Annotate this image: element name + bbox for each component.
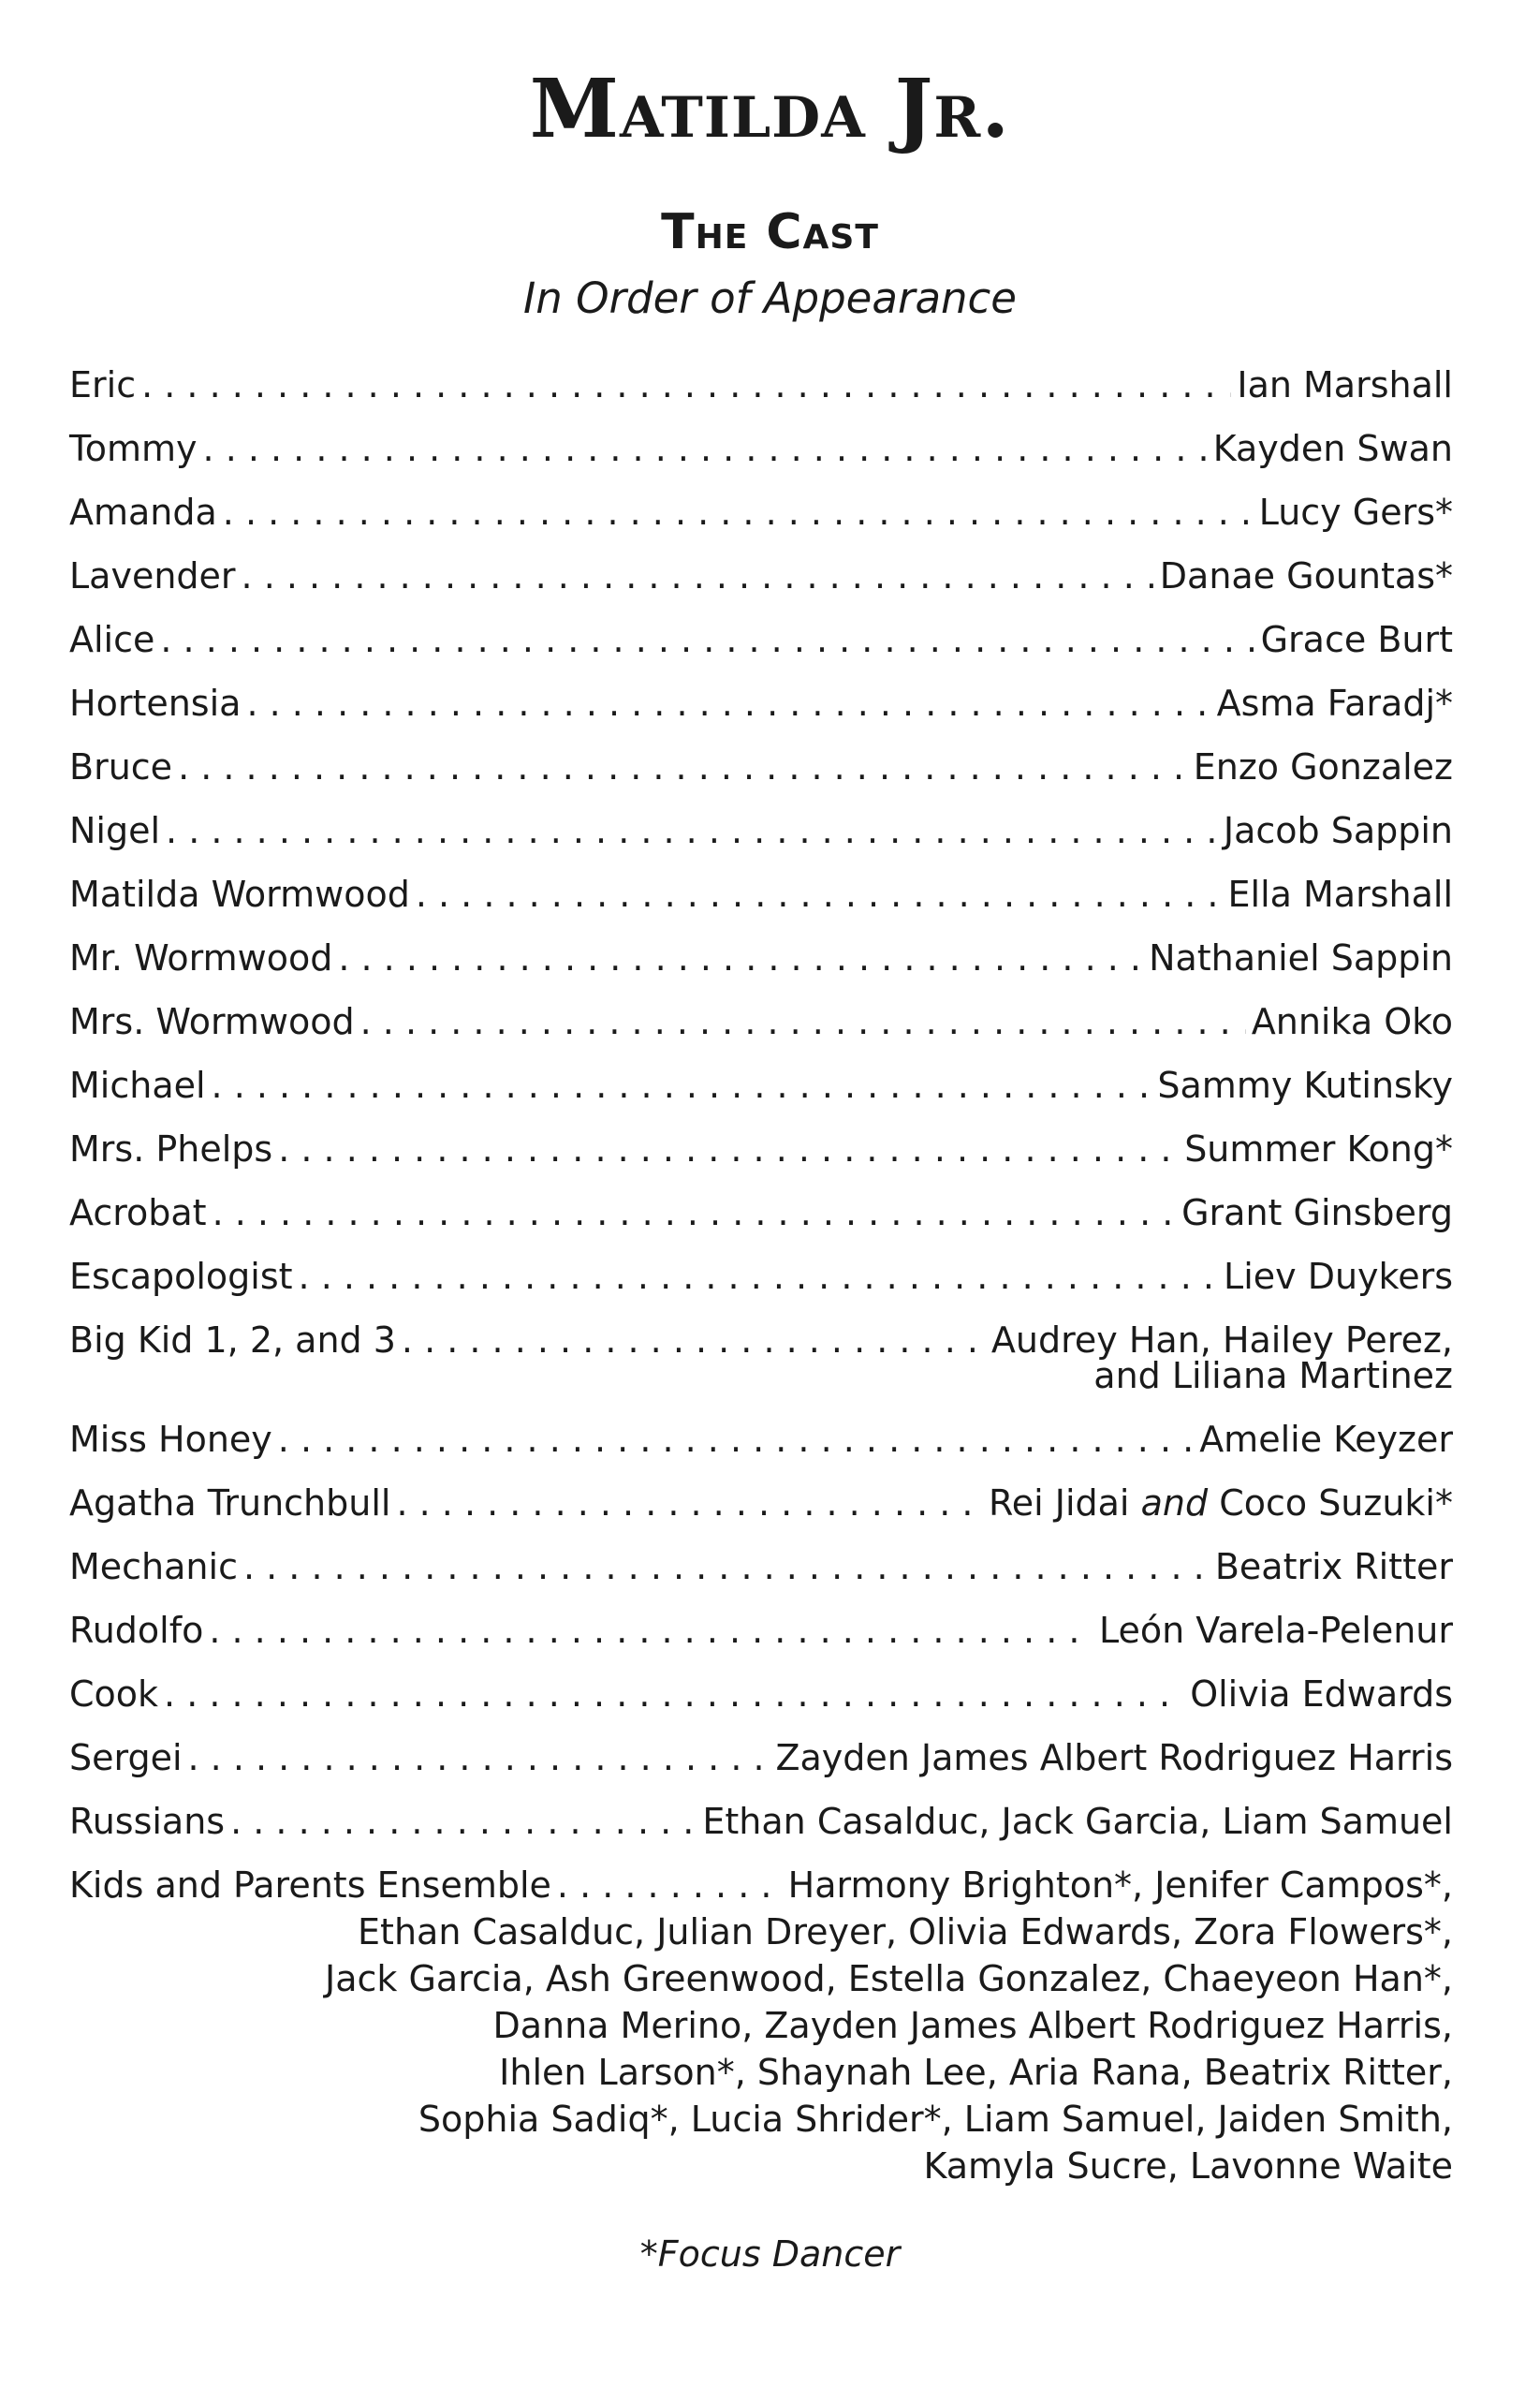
ensemble-line: Danna Merino, Zayden James Albert Rodriguez Harris, — [492, 2005, 1453, 2046]
actor-name: Harmony Brighton*, Jenifer Campos*, — [787, 1864, 1453, 1906]
actor-name: Rei Jidai and Coco Suzuki* — [989, 1482, 1453, 1524]
role-name: Mr. Wormwood — [69, 937, 333, 979]
cast-row — [69, 680, 1453, 744]
dot-leader — [278, 1416, 1194, 1463]
cast-row — [69, 998, 1453, 1062]
cast-heading: The Cast — [661, 204, 879, 260]
cast-row — [69, 1862, 1453, 1908]
cast-row — [69, 1126, 1453, 1189]
role-name: Alice — [69, 619, 155, 660]
actor-name: León Varela-Pelenur — [1098, 1610, 1453, 1651]
cast-row — [69, 553, 1453, 616]
ensemble-line: Kamyla Sucre, Lavonne Waite — [923, 2145, 1453, 2187]
dot-leader — [164, 1671, 1184, 1717]
actor-name: Zayden James Albert Rodriguez Harris — [775, 1737, 1453, 1778]
dot-leader — [188, 1734, 770, 1781]
actor-name: Annika Oko — [1251, 1001, 1453, 1042]
dot-leader — [338, 935, 1143, 981]
actor-name: Ian Marshall — [1237, 364, 1453, 405]
ensemble-line: Sophia Sadiq*, Lucia Shrider*, Liam Samuel, Jaiden Smith, — [418, 2099, 1453, 2140]
cast-row — [69, 1480, 1453, 1543]
actor-name: Asma Faradj* — [1216, 683, 1453, 724]
dot-leader — [557, 1862, 783, 1908]
dot-leader — [360, 998, 1246, 1045]
role-name: Amanda — [69, 492, 217, 533]
dot-leader — [278, 1126, 1179, 1172]
cast-row — [69, 1062, 1453, 1126]
dot-leader — [213, 1189, 1177, 1236]
actor-name: Audrey Han, Hailey Perez, — [990, 1319, 1453, 1361]
dot-leader — [160, 616, 1254, 663]
actor-name-continued: and Liliana Martinez — [1093, 1355, 1453, 1396]
cast-row — [69, 1671, 1453, 1734]
actor-name: Grant Ginsberg — [1181, 1192, 1453, 1233]
footnote: *Focus Dancer — [639, 2233, 901, 2275]
role-name: Russians — [69, 1801, 226, 1842]
actor-name: Liev Duykers — [1224, 1256, 1453, 1297]
cast-row — [69, 1734, 1453, 1798]
dot-leader — [230, 1798, 697, 1845]
ensemble-line: Ethan Casalduc, Julian Dreyer, Olivia Edwards, Zora Flowers*, — [358, 1911, 1453, 1952]
actor-name: Ella Marshall — [1227, 874, 1453, 915]
role-name: Sergei — [69, 1737, 183, 1778]
role-name: Mrs. Phelps — [69, 1128, 273, 1170]
show-title: Matilda Jr. — [529, 62, 1011, 156]
role-name: Eric — [69, 364, 137, 405]
dot-leader — [246, 680, 1210, 727]
cast-row — [69, 1798, 1453, 1862]
dot-leader — [212, 1062, 1152, 1109]
actor-name: Danae Gountas* — [1159, 555, 1453, 597]
ensemble-line: Jack Garcia, Ash Greenwood, Estella Gonzalez, Chaeyeon Han*, — [325, 1958, 1453, 1999]
role-name: Rudolfo — [69, 1610, 204, 1651]
dot-leader — [416, 871, 1223, 918]
dot-leader — [178, 744, 1188, 790]
dot-leader — [223, 489, 1254, 536]
cast-row — [69, 1253, 1453, 1317]
cast-list — [69, 361, 1453, 2189]
cast-row — [69, 1543, 1453, 1607]
actor-name: Ethan Casalduc, Jack Garcia, Liam Samuel — [702, 1801, 1453, 1842]
dot-leader — [203, 425, 1208, 472]
cast-row — [69, 807, 1453, 871]
actor-name: Sammy Kutinsky — [1157, 1065, 1453, 1106]
cast-row — [69, 425, 1453, 489]
role-name: Hortensia — [69, 683, 242, 724]
dot-leader — [141, 361, 1231, 408]
actor-name: Amelie Keyzer — [1199, 1419, 1453, 1460]
actor-name: Jacob Sappin — [1223, 810, 1453, 851]
role-name: Escapologist — [69, 1256, 293, 1297]
ensemble-line: Ihlen Larson*, Shaynah Lee, Aria Rana, Beatrix Ritter, — [499, 2052, 1453, 2093]
role-name: Tommy — [69, 428, 198, 469]
actor-name: Kayden Swan — [1212, 428, 1453, 469]
role-name: Acrobat — [69, 1192, 207, 1233]
cast-row — [69, 744, 1453, 807]
dot-leader — [299, 1253, 1218, 1300]
role-name: Bruce — [69, 746, 173, 788]
order-note: In Order of Appearance — [523, 273, 1017, 323]
cast-row — [69, 616, 1453, 680]
cast-row — [69, 1416, 1453, 1480]
cast-row — [69, 361, 1453, 425]
dot-leader — [243, 1543, 1210, 1590]
dot-leader — [242, 553, 1154, 599]
role-name: Lavender — [69, 555, 236, 597]
dot-leader — [209, 1607, 1093, 1654]
role-name: Nigel — [69, 810, 161, 851]
actor-name: Olivia Edwards — [1190, 1673, 1453, 1715]
actor-name: Nathaniel Sappin — [1149, 937, 1453, 979]
actor-name: Lucy Gers* — [1258, 492, 1453, 533]
actor-name: Beatrix Ritter — [1214, 1546, 1453, 1587]
cast-row — [69, 871, 1453, 935]
dot-leader — [166, 807, 1218, 854]
role-name: Miss Honey — [69, 1419, 272, 1460]
cast-row — [69, 1189, 1453, 1253]
role-name: Mechanic — [69, 1546, 238, 1587]
role-name: Mrs. Wormwood — [69, 1001, 355, 1042]
role-name: Matilda Wormwood — [69, 874, 410, 915]
role-name: Kids and Parents Ensemble — [69, 1864, 551, 1906]
cast-row — [69, 1607, 1453, 1671]
role-name: Michael — [69, 1065, 206, 1106]
cast-row — [69, 489, 1453, 553]
dot-leader — [402, 1317, 986, 1363]
cast-row — [69, 935, 1453, 998]
role-name: Cook — [69, 1673, 159, 1715]
actor-name: Enzo Gonzalez — [1193, 746, 1453, 788]
role-name: Agatha Trunchbull — [69, 1482, 391, 1524]
ensemble-names — [69, 1908, 1453, 2189]
role-name: Big Kid 1, 2, and 3 — [69, 1319, 396, 1361]
actor-name: Summer Kong* — [1184, 1128, 1453, 1170]
actor-name: Grace Burt — [1260, 619, 1453, 660]
dot-leader — [396, 1480, 983, 1526]
